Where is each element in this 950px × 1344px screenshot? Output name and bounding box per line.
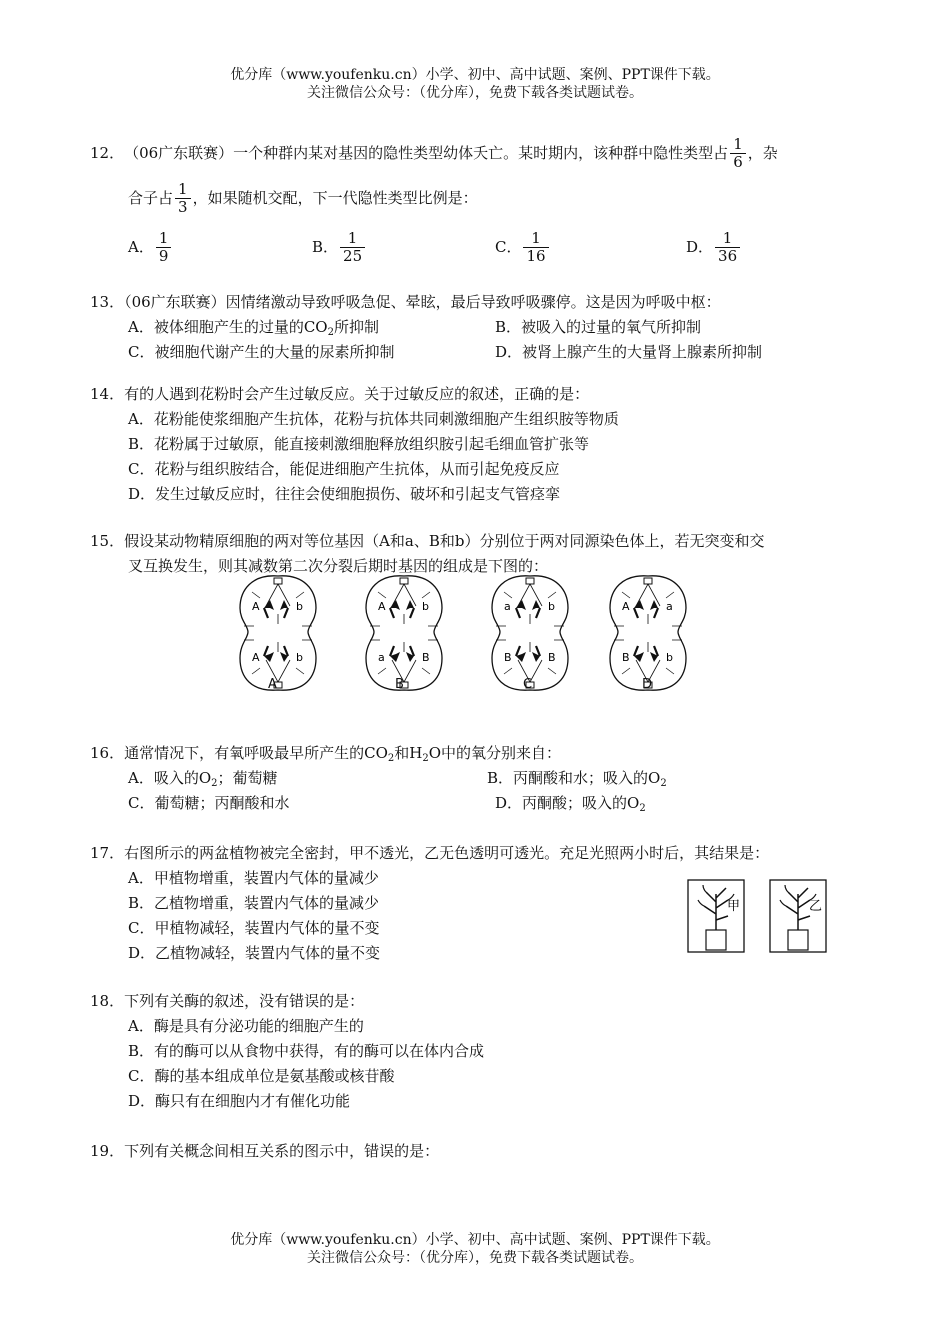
question-text: ，杂: [747, 143, 778, 162]
options-row: [90, 791, 865, 816]
option-label: C．: [495, 237, 522, 256]
question-12: [90, 131, 865, 271]
question-stem: [90, 741, 865, 766]
question-text: 下列有关酶的叙述，没有错误的是：: [124, 992, 365, 1010]
option-d[interactable]: D．发生过敏反应时，往往会使细胞损伤、破坏和引起支气管痉挛: [128, 485, 561, 503]
question-text: 通常情况下，有氧呼吸最早所产生的CO: [124, 744, 388, 762]
option-c[interactable]: C．葡萄糖；丙酮酸和水: [128, 794, 290, 812]
question-stem: [90, 989, 865, 1014]
option-text: 所抑制: [333, 318, 379, 336]
question-18: [90, 989, 865, 1114]
option-a[interactable]: [128, 223, 173, 271]
question-text: 下列有关概念间相互关系的图示中，错误的是：: [124, 1142, 440, 1160]
fraction: [523, 230, 548, 265]
question-stem: [90, 841, 865, 866]
cell-diagram-d: [610, 576, 686, 690]
question-text: 和H: [394, 744, 423, 762]
gene-label: A: [252, 651, 260, 664]
subscript: 2: [422, 753, 429, 764]
fraction-numerator: 1: [531, 228, 541, 247]
gene-label: a: [666, 600, 673, 613]
fraction-numerator: 1: [733, 134, 743, 153]
plant-label: 甲: [727, 899, 741, 914]
cell-diagram-c: [492, 576, 568, 690]
options-row: [90, 766, 865, 791]
question-number: 17．: [90, 844, 125, 862]
diagram-label-b: B: [395, 677, 404, 692]
cell-diagram-a: [240, 576, 316, 690]
option-label: D．: [686, 237, 714, 256]
question-19: [90, 1139, 865, 1164]
option-c[interactable]: C．花粉与组织胺结合，能促进细胞产生抗体，从而引起免疫反应: [128, 460, 560, 478]
option-text: B．丙酮酸和水；吸入的O: [487, 769, 661, 787]
header-line-1: 优分库（www.youfenku.cn）小学、初中、高中试题、案例、PPT课件下载。: [230, 67, 720, 83]
fraction: [175, 181, 191, 216]
option-d[interactable]: D．被肾上腺产生的大量肾上腺素所抑制: [495, 343, 763, 361]
plant-box-jia: [688, 880, 744, 952]
diagram-label-c: C: [523, 677, 533, 692]
question-stem: [90, 290, 865, 315]
option-b[interactable]: B．有的酶可以从食物中获得，有的酶可以在体内合成: [128, 1042, 485, 1060]
option-b[interactable]: B．花粉属于过敏原，能直接刺激细胞释放组织胺引起毛细血管扩张等: [128, 435, 590, 453]
fraction-denominator: 9: [156, 247, 172, 265]
question-number: 13．: [90, 293, 125, 311]
page-header: [0, 66, 950, 102]
option-a[interactable]: [128, 315, 379, 340]
question-number: 14．: [90, 385, 125, 403]
question-16: [90, 741, 865, 816]
gene-label: B: [622, 651, 630, 664]
question-text: 合子占: [128, 188, 174, 207]
subscript: 2: [639, 803, 646, 814]
option-c[interactable]: C．被细胞代谢产生的大量的尿素所抑制: [128, 343, 395, 361]
option-c[interactable]: [495, 223, 551, 271]
question-number: 19．: [90, 1142, 125, 1160]
option-d[interactable]: [495, 791, 646, 816]
subscript: 2: [327, 327, 334, 338]
subscript: 2: [660, 778, 667, 789]
footer-line-1: 优分库（www.youfenku.cn）小学、初中、高中试题、案例、PPT课件下载。: [230, 1232, 720, 1248]
question-text: （06广东联赛）因情绪激动导致呼吸急促、晕眩，最后导致呼吸骤停。这是因为呼吸中枢：: [124, 293, 721, 311]
gene-label: b: [666, 651, 673, 664]
header-line-2: 关注微信公众号：（优分库），免费下载各类试题试卷。: [307, 85, 643, 101]
cell-diagram-b: [366, 576, 442, 690]
subscript: 2: [387, 753, 395, 764]
question-14: [90, 382, 865, 507]
plant-box-yi: [770, 880, 826, 952]
gene-label: b: [296, 651, 303, 664]
question-stem: [90, 1139, 865, 1164]
cell-diagrams: [230, 570, 690, 700]
gene-label: A: [622, 600, 630, 613]
gene-label: a: [378, 651, 385, 664]
plant-diagrams: [686, 876, 832, 956]
option-b[interactable]: B．被吸入的过量的氧气所抑制: [495, 318, 702, 336]
fraction: [340, 230, 365, 265]
option-b[interactable]: [487, 766, 667, 791]
question-text: 假设某动物精原细胞的两对等位基因（A和a、B和b）分别位于两对同源染色体上，若无突变和交: [124, 532, 765, 550]
diagram-label-a: A: [268, 677, 277, 692]
subscript: 2: [211, 778, 218, 789]
question-stem: [90, 529, 865, 554]
options-row: [90, 315, 865, 340]
options-row: [90, 340, 865, 365]
fraction-denominator: 6: [730, 153, 746, 171]
plant-label: 乙: [809, 899, 823, 914]
option-d[interactable]: D．乙植物减轻，装置内气体的量不变: [128, 944, 381, 962]
option-b[interactable]: B．乙植物增重，装置内气体的量减少: [128, 894, 380, 912]
gene-label: A: [252, 600, 260, 613]
question-number: 12．: [90, 143, 125, 162]
question-text: O中的氧分别来自：: [428, 744, 562, 762]
fraction-denominator: 36: [715, 247, 740, 265]
option-c[interactable]: C．甲植物减轻，装置内气体的量不变: [128, 919, 380, 937]
fraction: [730, 136, 746, 171]
option-text: D．丙酮酸；吸入的O: [495, 794, 640, 812]
question-13: [90, 290, 865, 365]
option-label: A．: [128, 237, 154, 256]
gene-label: B: [504, 651, 512, 664]
fraction: [715, 230, 740, 265]
diagram-label-d: D: [642, 677, 653, 692]
question-text: 叉互换发生，则其减数第二次分裂后期时基因的组成是下图的：: [128, 557, 549, 575]
fraction-numerator: 1: [158, 228, 169, 247]
fraction-numerator: 1: [178, 179, 188, 198]
question-text: 右图所示的两盆植物被完全密封，甲不透光，乙无色透明可透光。充足光照两小时后，其结果是：: [124, 844, 770, 862]
option-a[interactable]: A．花粉能使浆细胞产生抗体，花粉与抗体共同刺激细胞产生组织胺等物质: [128, 410, 619, 428]
option-a[interactable]: A．甲植物增重，装置内气体的量减少: [128, 869, 379, 887]
option-text: A．被体细胞产生的过量的CO: [128, 318, 328, 336]
fraction: [156, 230, 172, 265]
page-footer: [0, 1231, 950, 1267]
fraction-denominator: 3: [175, 198, 191, 216]
footer-line-2: 关注微信公众号：（优分库），免费下载各类试题试卷。: [307, 1250, 643, 1266]
option-d[interactable]: [686, 223, 742, 271]
gene-label: b: [296, 600, 303, 613]
question-number: 18．: [90, 992, 125, 1010]
gene-label: B: [422, 651, 430, 664]
gene-label: A: [378, 600, 386, 613]
option-label: B．: [312, 237, 339, 256]
option-a[interactable]: A．酶是具有分泌功能的细胞产生的: [128, 1017, 364, 1035]
fraction-denominator: 25: [340, 247, 365, 265]
fraction-numerator: 1: [347, 228, 358, 247]
option-b[interactable]: [312, 223, 367, 271]
gene-label: b: [422, 600, 429, 613]
option-a[interactable]: [128, 766, 278, 791]
option-text: A．吸入的O: [128, 769, 212, 787]
option-c[interactable]: C．酶的基本组成单位是氨基酸或核苷酸: [128, 1067, 395, 1085]
question-number: 16．: [90, 744, 125, 762]
options-row: [90, 223, 865, 271]
option-d[interactable]: D．酶只有在细胞内才有催化功能: [128, 1092, 351, 1110]
gene-label: b: [548, 600, 555, 613]
fraction-denominator: 16: [523, 247, 548, 265]
question-stem: [90, 382, 865, 407]
question-text: 有的人遇到花粉时会产生过敏反应。关于过敏反应的叙述，正确的是：: [124, 385, 590, 403]
question-text: （06广东联赛）一个种群内某对基因的隐性类型幼体夭亡。某时期内，该种群中隐性类型占: [124, 143, 729, 162]
gene-label: B: [548, 651, 556, 664]
question-number: 15．: [90, 532, 125, 550]
fraction-numerator: 1: [722, 228, 733, 247]
option-text: ；葡萄糖: [217, 769, 278, 787]
question-text: ，如果随机交配，下一代隐性类型比例是：: [192, 188, 478, 207]
gene-label: a: [504, 600, 511, 613]
